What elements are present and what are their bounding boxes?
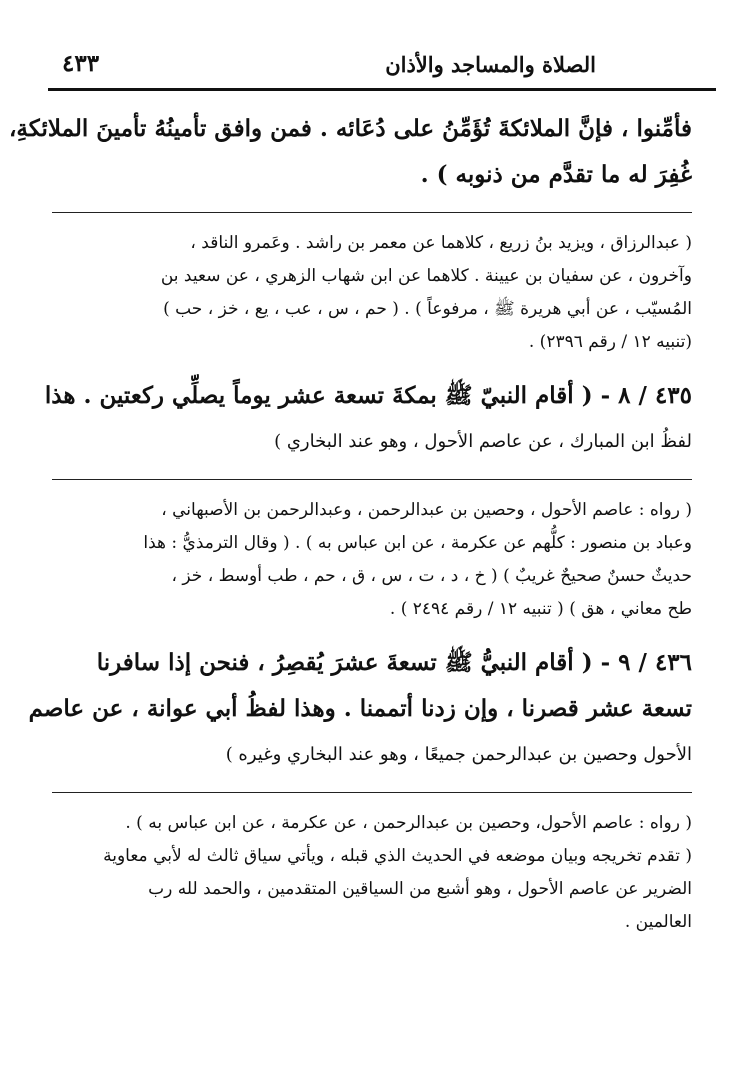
hadith-line: الأحول وحصين بن عبدالرحمن جميعًا ، وهو عند البخاري وغيره ) — [225, 744, 692, 765]
header-rule — [48, 88, 716, 91]
running-title: الصلاة والمساجد والأذان — [385, 52, 596, 77]
note-line: حديثٌ حسنٌ صحيحٌ غريبٌ ) ( خ ، د ، ت ، س ، ق ، حم ، طب أوسط ، خز ، — [171, 566, 692, 586]
page-header — [26, 44, 716, 84]
hadith-line: غُفِرَ له ما تقدَّم من ذنوبه ) . — [420, 161, 692, 188]
hadith-block-2 — [44, 373, 692, 626]
hadith-block-3 — [28, 640, 692, 939]
section-divider — [52, 479, 692, 480]
takhrij-note — [52, 494, 692, 626]
note-line: ( تقدم تخريجه وبيان موضعه في الحديث الذي قبله ، ويأتي سياق ثالث له لأبي معاوية — [103, 846, 692, 866]
note-line: ( رواه : عاصم الأحول، وحصين بن عبدالرحمن ، عن عكرمة ، عن ابن عباس به ) . — [125, 813, 692, 833]
note-line: ( عبدالرزاق ، ويزيد بنُ زريع ، كلاهما عن معمر بن راشد . وعَمرو الناقد ، — [190, 233, 692, 253]
hadith-line: ٤٣٥ / ٨ - ( أقام النبيّ ﷺ بمكةَ تسعة عشر يوماً يصلِّي ركعتين . هذا — [44, 382, 692, 409]
note-line: ( رواه : عاصم الأحول ، وحصين بن عبدالرحمن ، وعبدالرحمن بن الأصبهاني ، — [161, 500, 692, 520]
note-line: وعباد بن منصور : كلُّهم عن عكرمة ، عن ابن عباس به ) . ( وقال الترمذيُّ : هذا — [143, 533, 692, 553]
note-line: وآخرون ، عن سفيان بن عيينة . كلاهما عن ابن شهاب الزهري ، عن سعيد بن — [160, 266, 692, 286]
hadith-line: ٤٣٦ / ٩ - ( أقام النبيُّ ﷺ تسعةَ عشرَ يُقصِرُ ، فنحن إذا سافرنا — [96, 649, 692, 676]
hadith-line: لفظُ ابن المبارك ، عن عاصم الأحول ، وهو عند البخاري ) — [274, 431, 692, 452]
page-number: ٤٣٣ — [62, 50, 100, 77]
takhrij-note — [52, 227, 692, 359]
note-line: (تنبيه ١٢ / رقم ٢٣٩٦) . — [528, 332, 692, 352]
section-divider — [52, 212, 692, 213]
note-line: الضرير عن عاصم الأحول ، وهو أشبع من السياقين المتقدمين ، والحمد لله رب — [148, 879, 692, 899]
hadith-text — [9, 106, 692, 198]
hadith-line: تسعة عشر قصرنا ، وإن زدنا أتممنا . وهذا لفظُ أبي عوانة ، عن عاصم — [28, 695, 692, 722]
hadith-text — [44, 373, 692, 465]
note-line: طح معاني ، هق ) ( تنبيه ١٢ / رقم ٢٤٩٤ ) . — [389, 599, 692, 619]
section-divider — [52, 792, 692, 793]
page-content — [9, 106, 692, 939]
note-line: العالمين . — [624, 912, 692, 932]
hadith-block-1 — [9, 106, 692, 359]
hadith-text — [28, 640, 692, 778]
hadith-line: فأمِّنوا ، فإنَّ الملائكةَ تُؤَمِّنُ على دُعَائه . فمن وافق تأمينُهُ تأمينَ الملائكةِ، — [9, 115, 692, 142]
takhrij-note — [52, 807, 692, 939]
note-line: المُسيّب ، عن أبي هريرة ﷺ ، مرفوعاً ) . ( حم ، س ، عب ، يع ، خز ، حب ) — [163, 299, 692, 319]
